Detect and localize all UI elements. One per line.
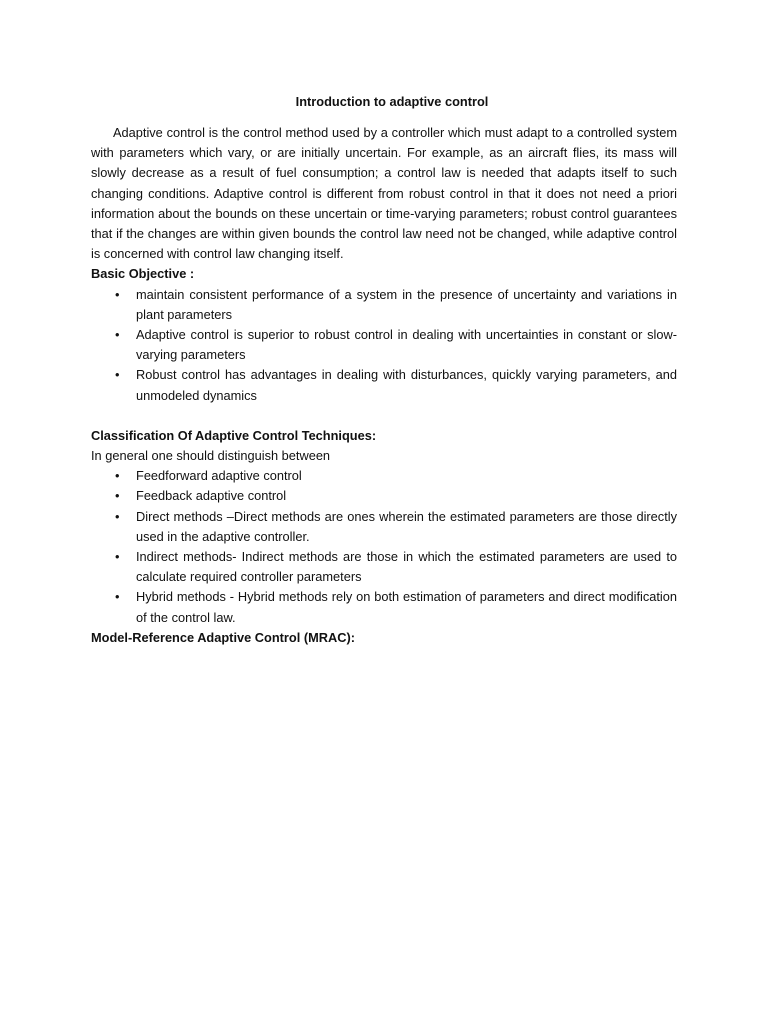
list-item-text: Direct methods –Direct methods are ones wherein the estimated parameters are those directly used in the adaptive controller.	[136, 508, 677, 544]
bullet-icon: •	[115, 508, 120, 524]
classification-heading: Classification Of Adaptive Control Techniques:	[91, 427, 377, 443]
section-spacer	[91, 406, 677, 426]
bullet-icon: •	[115, 468, 120, 484]
document-body	[91, 93, 677, 648]
list-item-text: Robust control has advantages in dealing with disturbances, quickly varying parameters, and unmodeled dynamics	[136, 367, 677, 403]
list-item-text: Adaptive control is superior to robust control in dealing with uncertainties in constant or slow-varying parameters	[136, 327, 677, 363]
list-item-text: Indirect methods- Indirect methods are those in which the estimated parameters are used to calculate required controller parameters	[136, 549, 677, 585]
bullet-icon: •	[115, 549, 120, 565]
basic-objective-heading: Basic Objective :	[91, 266, 195, 282]
list-item	[91, 365, 677, 405]
classification-list	[91, 466, 677, 628]
mrac-heading: Model-Reference Adaptive Control (MRAC):	[91, 629, 356, 645]
bullet-icon: •	[115, 589, 120, 605]
list-item-text: Feedforward adaptive control	[136, 468, 302, 484]
list-item-text: Feedback adaptive control	[136, 488, 287, 504]
list-item	[91, 325, 677, 365]
basic-objective-list	[91, 285, 677, 406]
list-item	[91, 507, 677, 547]
bullet-icon: •	[115, 286, 120, 302]
intro-paragraph: Adaptive control is the control method used by a controller which must adapt to a controlled system with parameters which vary, or are initially uncertain. For example, as an aircraft flies, its mass will slowly decrease as a result of fuel consumption; a control law is needed that adapts itself to such changing conditions. Adaptive control is different from robust control in that it does not need a priori information about the bounds on these uncertain or time-varying parameters; robust control guarantees that if the changes are within given bounds the control law need not be changed, while adaptive control is concerned with control law changing itself.	[91, 125, 677, 262]
page-title: Introduction to adaptive control	[295, 94, 489, 109]
classification-lead: In general one should distinguish between	[91, 448, 331, 464]
bullet-icon: •	[115, 488, 120, 504]
list-item-text: Hybrid methods - Hybrid methods rely on both estimation of parameters and direct modification of the control law.	[136, 589, 677, 625]
list-item	[91, 587, 677, 627]
list-item	[91, 285, 677, 325]
bullet-icon: •	[115, 327, 120, 343]
list-item	[91, 547, 677, 587]
list-item-text: maintain consistent performance of a system in the presence of uncertainty and variations in plant parameters	[136, 286, 677, 322]
list-item	[91, 486, 677, 506]
bullet-icon: •	[115, 367, 120, 383]
list-item	[91, 466, 677, 486]
